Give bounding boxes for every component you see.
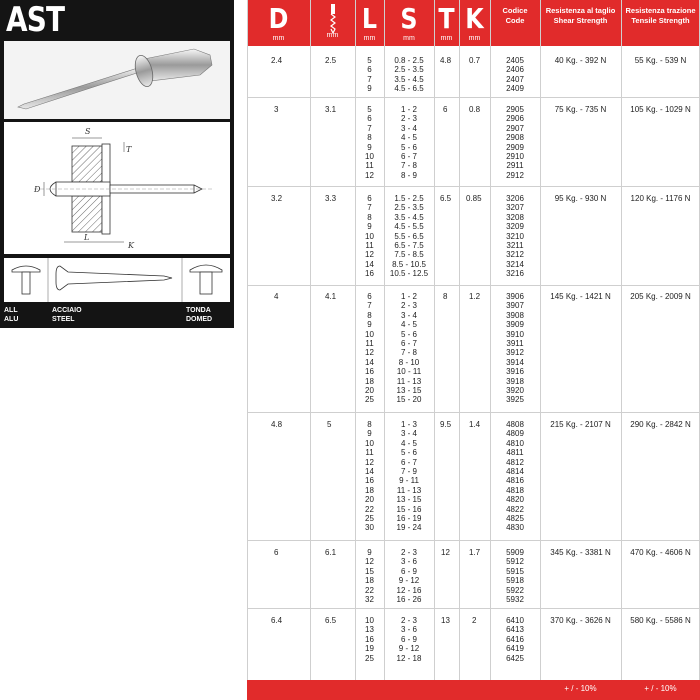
table-cell: 290 Kg. - 2842 N <box>630 420 691 429</box>
table-cell: 75 Kg. - 735 N <box>554 105 607 114</box>
table-cell: 370 Kg. - 3626 N <box>550 616 611 625</box>
material-strip <box>4 258 230 302</box>
tensile-tolerance: + / - 10% <box>644 684 677 693</box>
table-header <box>247 0 700 46</box>
table-cell: 1.5 - 2.5 2.5 - 3.5 3.5 - 4.5 4.5 - 5.5 5.5 - 6.5 6.5 - 7.5 7.5 - 8.5 8.5 - 10.5 10.5 - 12.5 <box>389 194 429 279</box>
rivet-photo <box>4 41 230 119</box>
header-drill: mm <box>310 0 355 46</box>
table-cell: 6410 6413 6416 6419 6425 <box>506 616 524 663</box>
table-cell: 4.8 <box>440 56 452 65</box>
table-cell: 4 <box>274 292 279 301</box>
table-cell: 1.4 <box>469 420 481 429</box>
header-l: L mm <box>361 2 378 42</box>
table-cell: 55 Kg. - 539 N <box>634 56 687 65</box>
dim-t: T <box>126 145 132 154</box>
table-cell: 2905 2906 2907 2908 2909 2910 2911 2912 <box>506 105 524 180</box>
header-shear: Resistenza al taglio Shear Strength <box>545 6 616 25</box>
drill-bit-icon <box>327 4 339 34</box>
shear-tolerance: + / - 10% <box>564 684 597 693</box>
table-cell: 2 - 3 3 - 6 6 - 9 9 - 12 12 - 16 16 - 26 <box>396 548 422 605</box>
table-cell: 3906 3907 3908 3909 3910 3911 3912 3914 3916 3918 3920 3925 <box>506 292 524 405</box>
table-cell: 5 <box>327 420 332 429</box>
table-cell: 2.5 <box>325 56 337 65</box>
dim-s: S <box>85 127 91 136</box>
table-cell: 2.4 <box>271 56 283 65</box>
table-cell: 2 <box>472 616 477 625</box>
table-cell: 6 <box>274 548 279 557</box>
table-cell: 4.8 <box>271 420 283 429</box>
table-cell: 6.1 <box>325 548 337 557</box>
table-cell: 4.1 <box>325 292 337 301</box>
table-cell: 9.5 <box>440 420 452 429</box>
table-cell: 5909 5912 5915 5918 5922 5932 <box>506 548 524 605</box>
table-cell: 9 12 15 18 22 32 <box>365 548 374 605</box>
table-cell: 6 7 8 9 10 11 12 14 16 <box>365 194 374 279</box>
table-cell: 580 Kg. - 5586 N <box>630 616 691 625</box>
technical-drawing <box>4 122 230 254</box>
header-k: K mm <box>465 2 484 42</box>
table-cell: 10 13 16 19 25 <box>365 616 374 663</box>
header-d: D mm <box>268 2 289 42</box>
table-cell: 4808 4809 4810 4811 4812 4814 4816 4818 4820 4822 4825 4830 <box>506 420 524 533</box>
table-cell: 1.7 <box>469 548 481 557</box>
table-cell: 8 9 10 11 12 14 16 18 20 22 25 30 <box>365 420 374 533</box>
table-cell: 12 <box>441 548 450 557</box>
table-cell: 13 <box>441 616 450 625</box>
table-cell: 3.2 <box>271 194 283 203</box>
label-domed: TONDA DOMED <box>186 307 213 323</box>
table-cell: 5 6 7 8 9 10 11 12 <box>365 105 374 180</box>
table-cell: 95 Kg. - 930 N <box>554 194 607 203</box>
product-panel <box>0 0 234 328</box>
table-cell: 1 - 3 3 - 4 4 - 5 5 - 6 6 - 7 7 - 9 9 - 11 11 - 13 13 - 15 15 - 16 16 - 19 19 - 24 <box>396 420 422 533</box>
table-cell: 1 - 2 2 - 3 3 - 4 4 - 5 5 - 6 6 - 7 7 - 8 8 - 9 <box>400 105 417 180</box>
label-steel: ACCIAIO STEEL <box>52 307 82 323</box>
table-cell: 0.7 <box>469 56 481 65</box>
table-cell: 6.5 <box>440 194 452 203</box>
dim-l: L <box>84 233 90 242</box>
table-cell: 5 6 7 9 <box>367 56 372 94</box>
table-cell: 3206 3207 3208 3209 3210 3211 3212 3214 3216 <box>506 194 524 279</box>
table-cell: 205 Kg. - 2009 N <box>630 292 691 301</box>
table-cell: 1.2 <box>469 292 481 301</box>
header-tensile: Resistenza trazione Tensile Strength <box>625 6 696 25</box>
table-cell: 0.8 <box>469 105 481 114</box>
rivet-types-icon <box>4 258 230 302</box>
specification-table <box>247 0 700 700</box>
table-cell: 1 - 2 2 - 3 3 - 4 4 - 5 5 - 6 6 - 7 7 - 8 8 - 10 10 - 11 11 - 13 13 - 15 15 - 20 <box>396 292 422 405</box>
table-cell: 40 Kg. - 392 N <box>554 56 607 65</box>
dim-k: K <box>128 241 134 250</box>
header-s: S mm <box>400 2 418 42</box>
table-cell: 6.5 <box>325 616 337 625</box>
table-cell: 0.8 - 2.5 2.5 - 3.5 3.5 - 4.5 4.5 - 6.5 <box>394 56 424 94</box>
header-code: Codice Code <box>502 6 528 25</box>
table-cell: 2405 2406 2407 2409 <box>506 56 524 94</box>
table-cell: 215 Kg. - 2107 N <box>550 420 611 429</box>
header-t: T mm <box>438 2 455 42</box>
table-cell: 8 <box>443 292 448 301</box>
table-cell: 120 Kg. - 1176 N <box>630 194 691 203</box>
product-title: AST <box>6 0 65 40</box>
table-cell: 345 Kg. - 3381 N <box>550 548 611 557</box>
label-alu: ALL ALU <box>4 307 19 323</box>
dim-d: D <box>34 185 41 194</box>
table-cell: 145 Kg. - 1421 N <box>550 292 611 301</box>
table-cell: 6 7 8 9 10 11 12 14 16 18 20 25 <box>365 292 374 405</box>
table-cell: 2 - 3 3 - 6 6 - 9 9 - 12 12 - 18 <box>396 616 422 663</box>
table-cell: 0.85 <box>466 194 482 203</box>
rivet-section-icon <box>4 122 230 254</box>
table-cell: 3.3 <box>325 194 337 203</box>
table-cell: 3.1 <box>325 105 337 114</box>
table-cell: 6.4 <box>271 616 283 625</box>
table-cell: 6 <box>443 105 448 114</box>
table-cell: 470 Kg. - 4606 N <box>630 548 691 557</box>
table-cell: 3 <box>274 105 279 114</box>
table-footer <box>247 680 700 700</box>
table-cell: 105 Kg. - 1029 N <box>630 105 691 114</box>
rivet-photo-icon <box>4 41 230 119</box>
